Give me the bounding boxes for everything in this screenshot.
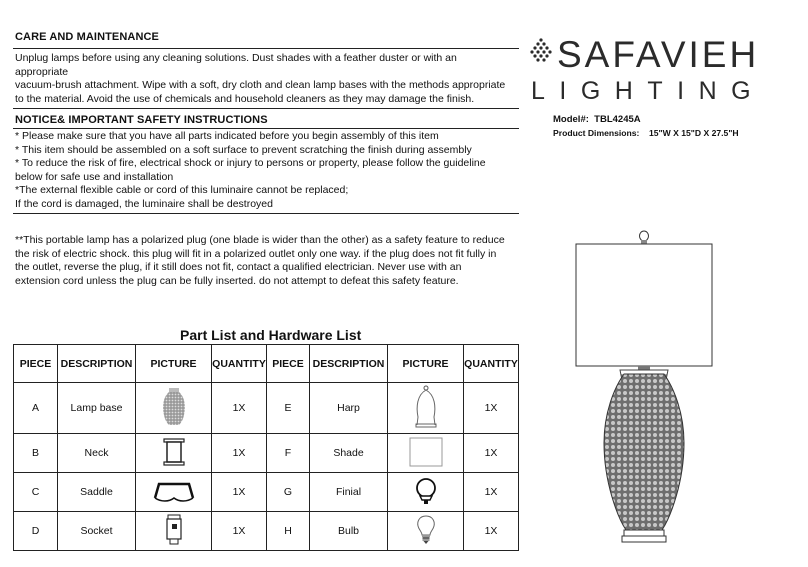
- safety-title: NOTICE& IMPORTANT SAFETY INSTRUCTIONS: [15, 114, 268, 126]
- dimension-spec: [553, 128, 739, 138]
- safety-text: [15, 130, 486, 212]
- care-line: to the material. Avoid the use of chemicals and household cleaners as they may damage the finish.: [15, 92, 475, 105]
- safety-line: * Please make sure that you have all parts indicated before you begin assembly of this item: [15, 130, 439, 142]
- description-cell: Socket: [58, 512, 136, 551]
- piece-cell: F: [267, 434, 310, 473]
- safety-line: * This item should be assembled on a soft surface to prevent scratching the finish during assembly: [15, 143, 472, 156]
- safety-divider: [13, 128, 519, 129]
- saddle-icon: [151, 478, 197, 504]
- picture-cell: [136, 512, 212, 551]
- header-quantity: QUANTITY: [464, 345, 519, 383]
- piece-cell: D: [14, 512, 58, 551]
- care-divider: [13, 48, 519, 49]
- description-cell: Bulb: [310, 512, 388, 551]
- quantity-cell: 1X: [464, 383, 519, 434]
- table-row: [14, 383, 519, 434]
- description-cell: Lamp base: [58, 383, 136, 434]
- piece-cell: B: [14, 434, 58, 473]
- parts-table-title: Part List and Hardware List: [180, 327, 362, 343]
- header-picture: PICTURE: [388, 345, 464, 383]
- piece-cell: G: [267, 473, 310, 512]
- dimension-value: 15"W X 15"D X 27.5"H: [649, 128, 739, 138]
- table-row: [14, 512, 519, 551]
- quantity-cell: 1X: [464, 512, 519, 551]
- plug-notice: [15, 234, 505, 288]
- picture-cell: [388, 434, 464, 473]
- table-row: [14, 434, 519, 473]
- parts-table: [13, 344, 519, 551]
- description-cell: Finial: [310, 473, 388, 512]
- piece-cell: C: [14, 473, 58, 512]
- header-description: DESCRIPTION: [58, 345, 136, 383]
- safety-bottom-divider: [13, 213, 519, 214]
- brand-name: SAFAVIEH: [557, 34, 760, 75]
- brand-subtitle: LIGHTING: [531, 77, 766, 105]
- description-cell: Shade: [310, 434, 388, 473]
- description-cell: Harp: [310, 383, 388, 434]
- plug-line: extension cord unless the plug can be fully inserted. do not attempt to defeat this safety feature.: [15, 274, 459, 287]
- model-label: Model#:: [553, 114, 589, 125]
- quantity-cell: 1X: [212, 473, 267, 512]
- safety-line: If the cord is damaged, the luminaire shall be destroyed: [15, 197, 273, 210]
- header-picture: PICTURE: [136, 345, 212, 383]
- model-spec: [553, 114, 641, 125]
- picture-cell: [136, 473, 212, 512]
- brand-logo-icon: [529, 38, 553, 64]
- safety-line: *The external flexible cable or cord of this luminaire cannot be replaced;: [15, 184, 349, 197]
- description-cell: Neck: [58, 434, 136, 473]
- header-piece: PIECE: [267, 345, 310, 383]
- finial-icon: [414, 476, 438, 506]
- table-lamp-illustration: [574, 228, 714, 558]
- plug-line: the risk of electric shock. this plug will fit in a polarized outlet only one way. if the plug does not fit fully in: [15, 247, 497, 260]
- piece-cell: H: [267, 512, 310, 551]
- header-quantity: QUANTITY: [212, 345, 267, 383]
- picture-cell: [388, 383, 464, 434]
- safety-line: below for safe use and installation: [15, 170, 174, 183]
- dimension-label: Product Dimensions:: [553, 128, 640, 138]
- quantity-cell: 1X: [464, 473, 519, 512]
- piece-cell: A: [14, 383, 58, 434]
- table-row: [14, 473, 519, 512]
- care-bottom-divider: [13, 108, 519, 109]
- piece-cell: E: [267, 383, 310, 434]
- table-header-row: [14, 345, 519, 383]
- picture-cell: [136, 434, 212, 473]
- shade-icon: [409, 437, 443, 467]
- quantity-cell: 1X: [212, 383, 267, 434]
- lamp-base-icon: [159, 387, 189, 427]
- plug-line: **This portable lamp has a polarized plug (one blade is wider than the other) as a safety feature to reduce: [15, 234, 505, 246]
- picture-cell: [136, 383, 212, 434]
- neck-icon: [162, 437, 186, 467]
- care-title: CARE AND MAINTENANCE: [15, 31, 159, 43]
- model-value: TBL4245A: [594, 114, 641, 125]
- quantity-cell: 1X: [212, 512, 267, 551]
- header-piece: PIECE: [14, 345, 58, 383]
- care-line: Unplug lamps before using any cleaning solutions. Dust shades with a feather duster or with an: [15, 52, 457, 64]
- care-text: [15, 52, 505, 106]
- quantity-cell: 1X: [464, 434, 519, 473]
- quantity-cell: 1X: [212, 434, 267, 473]
- care-line: vacuum-brush attachment. Wipe with a soft, dry cloth and clean lamp bases with the methods appropriate: [15, 79, 506, 92]
- header-description: DESCRIPTION: [310, 345, 388, 383]
- picture-cell: [388, 473, 464, 512]
- harp-icon: [411, 385, 441, 429]
- picture-cell: [388, 512, 464, 551]
- socket-icon: [164, 514, 184, 546]
- safety-line: * To reduce the risk of fire, electrical shock or injury to persons or property, please follow the guideline: [15, 157, 486, 170]
- plug-line: the outlet, reverse the plug, if it still does not fit, contact a qualified electrician. Never use with an: [15, 261, 462, 274]
- bulb-icon: [415, 514, 437, 546]
- care-line: appropriate: [15, 65, 69, 78]
- description-cell: Saddle: [58, 473, 136, 512]
